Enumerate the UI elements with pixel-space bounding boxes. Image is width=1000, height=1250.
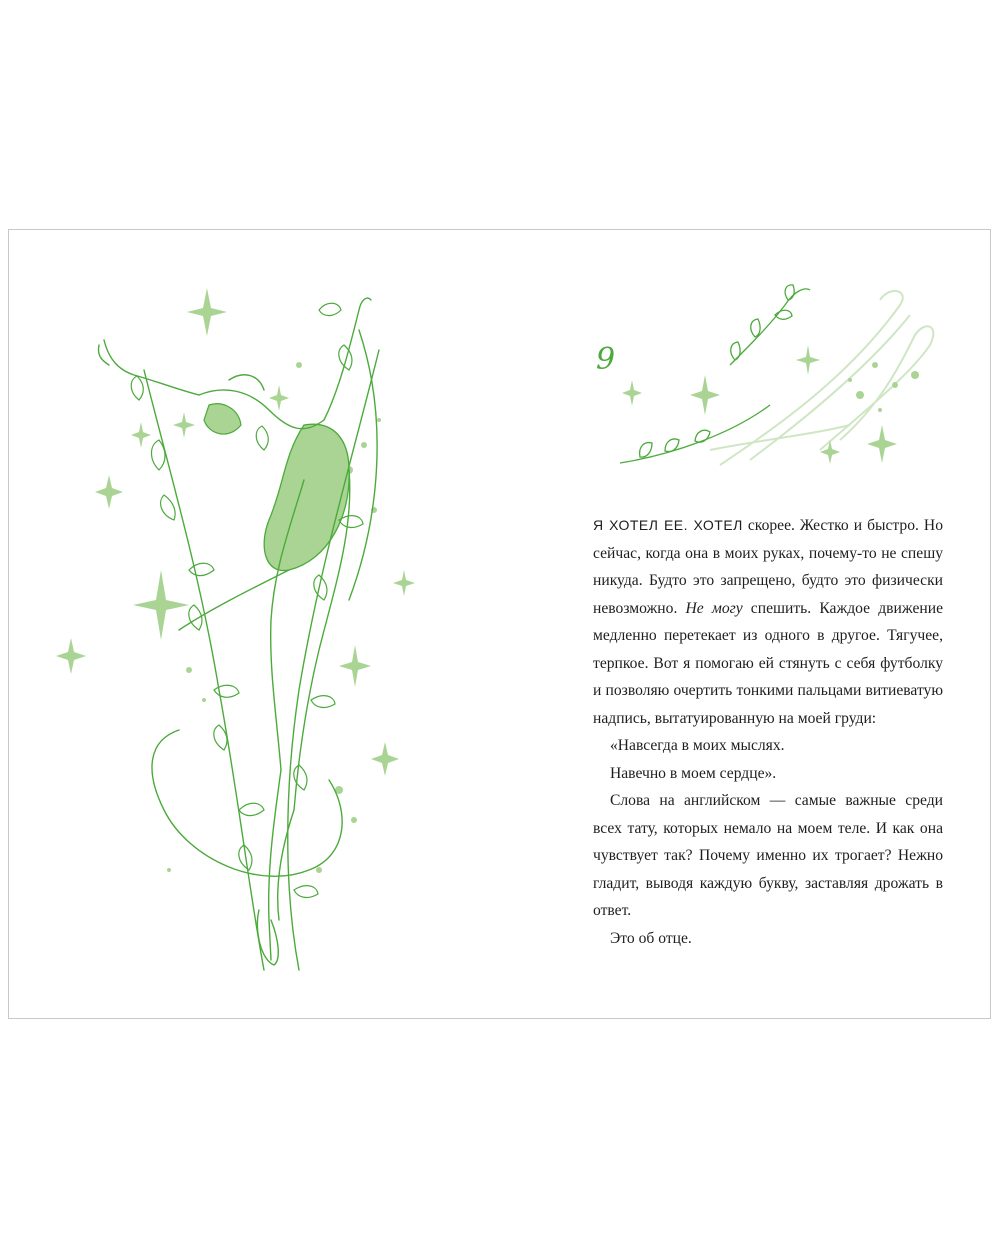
left-page — [9, 230, 499, 1018]
sparkle-icon — [95, 475, 123, 509]
ballerina-illustration — [49, 270, 429, 990]
leafy-branch-ornament-icon — [610, 265, 940, 475]
paragraph: «Навсегда в моих мыслях. — [610, 737, 785, 754]
sparkle-icon — [131, 422, 151, 448]
sparkle-icon — [796, 345, 820, 375]
sparkle-icon — [393, 570, 415, 596]
sparkle-icon — [187, 288, 227, 336]
chapter-number: 9 — [596, 342, 616, 377]
paragraph: Навечно в моем сердце». — [610, 764, 777, 782]
emphasis: Не могу — [685, 599, 743, 617]
paragraph: Слова на английском — самые важные среди всех тату, которых немало на моем теле. И как она чувствует так? Почему именно их трогает? Нежно гладит, выводя каждую букву, заставляя дрожать в ответ. — [593, 792, 943, 919]
sparkle-icon — [820, 440, 840, 464]
paragraph: Я ХОТЕЛ ЕЕ. ХОТЕЛ скорее. Жестко и быстро. Но сейчас, когда она в моих руках, почему-то не спешу никуда. Будто это запрещено, будто это физически невозможно. Не могу спешить. Каждое движение медленно перетекает из одного в другое. Тягучее, терпкое. Вот я помогаю ей стянуть с себя футболку и позволяю очертить тонкими пальцами витиеватую надпись, вытатуированную на моей груди: — [593, 517, 943, 727]
sparkle-icon — [56, 638, 86, 674]
sparkle-icon — [269, 385, 289, 411]
sparkle-icon — [339, 645, 371, 687]
sparkle-icon — [690, 375, 720, 415]
chapter-text — [593, 512, 943, 952]
lead-in: Я ХОТЕЛ ЕЕ. ХОТЕЛ — [593, 517, 743, 533]
paragraph: Это об отце. — [610, 929, 692, 947]
sparkle-icon — [867, 425, 897, 463]
sparkle-icon — [622, 380, 642, 406]
sparkle-icon — [173, 412, 195, 438]
sparkle-icon — [371, 742, 399, 776]
